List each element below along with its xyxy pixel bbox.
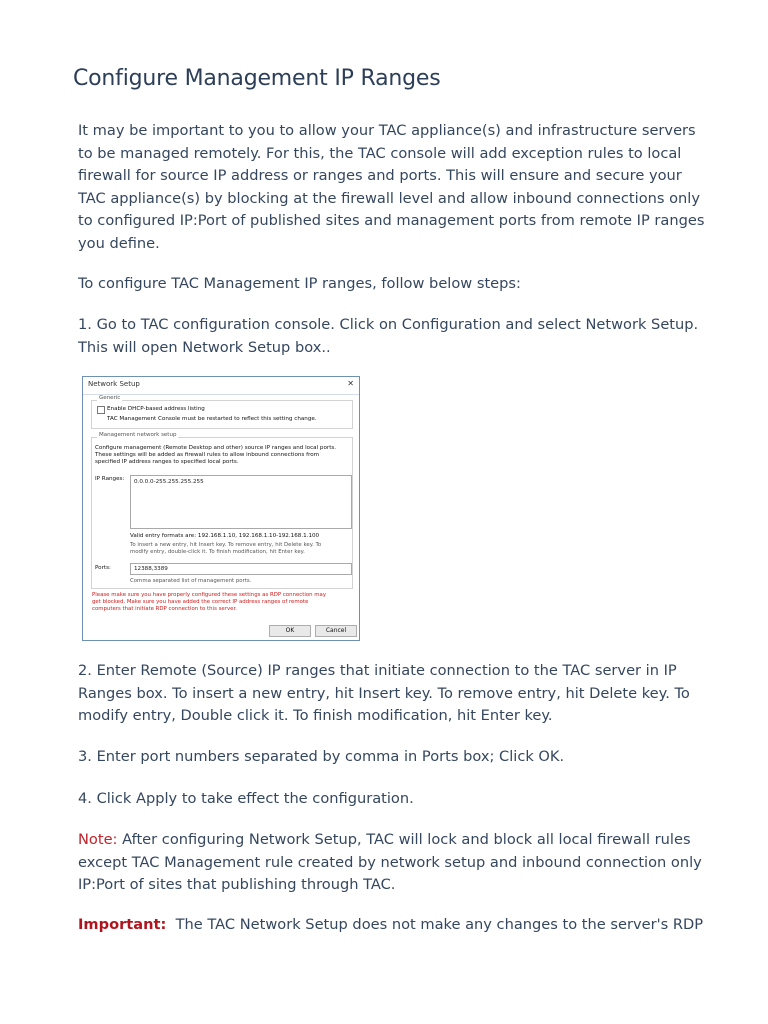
- network-setup-dialog: [82, 376, 360, 641]
- ports-input[interactable]: [130, 563, 352, 575]
- generic-group-label: Generic: [99, 395, 121, 401]
- step-4: 4. Click Apply to take effect the configuration.: [78, 790, 414, 807]
- management-desc-3: specified IP address ranges to specified local ports.: [95, 459, 239, 465]
- ip-help-1: To insert a new entry, hit Insert key. To remove entry, hit Delete key. To: [130, 542, 322, 548]
- steps-intro: To configure TAC Management IP ranges, follow below steps:: [78, 275, 521, 292]
- rdp-warning-2: get blocked. Make sure you have added the correct IP address ranges of remote: [92, 599, 309, 605]
- page-title: Configure Management IP Ranges: [73, 66, 441, 91]
- management-group: [91, 432, 353, 589]
- valid-formats-text: Valid entry formats are: 192.168.1.10, 192.168.1.10-192.168.1.100: [130, 533, 320, 539]
- important-text: The TAC Network Setup does not make any changes to the server's RDP: [166, 916, 704, 933]
- rdp-warning-3: computers that initiate RDP connection to this server.: [92, 606, 237, 612]
- close-icon[interactable]: ✕: [347, 379, 354, 388]
- step-2: 2. Enter Remote (Source) IP ranges that initiate connection to the TAC server in IP Ranges box. To insert a new entry, hit Insert key. To remove entry, hit Delete key. To modify entry, Double click it. To finish modification, hit Enter key.: [78, 662, 690, 725]
- important-paragraph: [78, 914, 708, 937]
- ok-button[interactable]: OK: [269, 625, 311, 637]
- management-desc-1: Configure management (Remote Desktop and other) source IP ranges and local ports.: [95, 445, 337, 451]
- cancel-button[interactable]: Cancel: [315, 625, 357, 637]
- ip-ranges-label: IP Ranges:: [95, 476, 125, 482]
- intro-paragraph: It may be important to you to allow your TAC appliance(s) and infrastructure servers to be managed remotely. For this, the TAC console will add exception rules to local firewall for source IP address or ranges and ports. This will ensure and secure your TAC appliance(s) by blocking at the firewall level and allow inbound connections only to configured IP:Port of published sites and management ports from remote IP ranges you define.: [78, 122, 705, 252]
- ports-value: 12388,3389: [134, 566, 168, 572]
- rdp-warning-1: Please make sure you have properly configured these settings as RDP connection may: [92, 592, 327, 598]
- dialog-titlebar: [83, 377, 359, 395]
- management-group-label: Management network setup: [99, 432, 177, 438]
- generic-group: [91, 395, 353, 429]
- note-paragraph: [78, 829, 708, 897]
- ip-range-entry[interactable]: 0.0.0.0-255.255.255.255: [134, 479, 204, 485]
- note-text: After configuring Network Setup, TAC will lock and block all local firewall rules except TAC Management rule created by network setup and inbound connection only IP:Port of sites that publishing through TAC.: [78, 831, 702, 894]
- dialog-title: Network Setup: [88, 380, 140, 388]
- dhcp-checkbox-label: Enable DHCP-based address listing: [107, 406, 205, 412]
- note-label: Note:: [78, 831, 118, 848]
- management-desc-2: These settings will be added as firewall rules to allow inbound connections from: [95, 452, 320, 458]
- restart-note: TAC Management Console must be restarted to reflect this setting change.: [107, 416, 317, 422]
- step-3: 3. Enter port numbers separated by comma in Ports box; Click OK.: [78, 748, 565, 765]
- ip-help-2: modify entry, double-click it. To finish modification, hit Enter key.: [130, 549, 305, 555]
- ip-ranges-list[interactable]: [130, 475, 352, 529]
- dhcp-checkbox[interactable]: [97, 406, 105, 414]
- important-label: Important:: [78, 916, 167, 933]
- ports-label: Ports:: [95, 565, 111, 571]
- ports-hint: Comma separated list of management ports.: [130, 578, 252, 584]
- step-1: 1. Go to TAC configuration console. Click on Configuration and select Network Setup. This will open Network Setup box..: [78, 316, 699, 356]
